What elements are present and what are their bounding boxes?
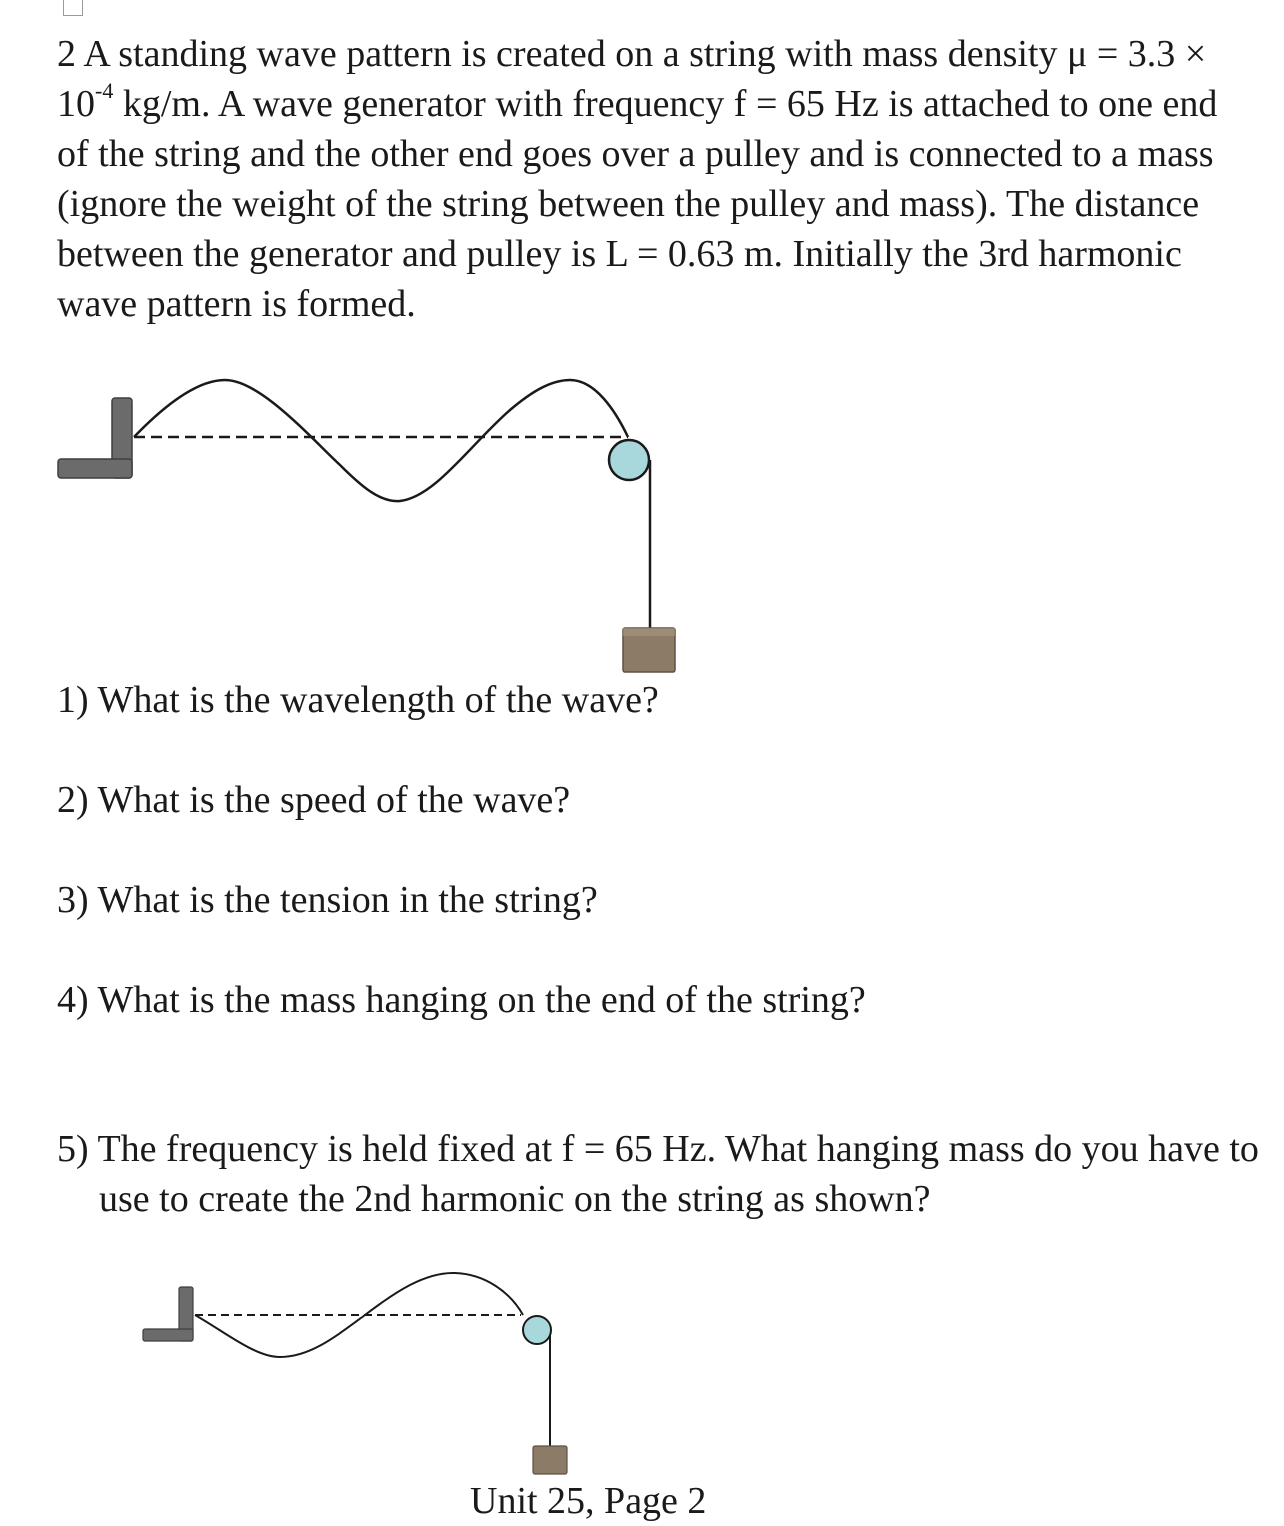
exponent: -4	[95, 78, 114, 104]
problem-text-2: kg/m. A wave generator with frequency f = 65 Hz is attached to one end of the string and the other end goes over a pulley and is connected to a mass (ignore the weight of the string between the pulley and mass). The distance between the generator and pulley is L = 0.63 m. Initially the 3rd harmonic wave pattern is formed.	[57, 83, 1218, 325]
question-5: 5) The frequency is held fixed at f = 65 Hz. What hanging mass do you have to use to create the 2nd harmonic on the string as shown?	[57, 1128, 1259, 1220]
question-1: 1) What is the wavelength of the wave?	[57, 679, 659, 721]
pulley	[609, 440, 649, 480]
problem-number: 2	[57, 33, 76, 75]
question-3: 3) What is the tension in the string?	[57, 879, 598, 921]
question-checkbox[interactable]	[63, 0, 83, 16]
hanging-mass	[533, 1446, 567, 1474]
question-2: 2) What is the speed of the wave?	[57, 779, 571, 821]
generator-base	[58, 459, 132, 478]
standing-wave-3rd	[134, 380, 628, 501]
problem-statement	[57, 29, 1227, 329]
footer-partial-text: Unit 25, Page 2	[470, 1480, 707, 1522]
figure-2nd-harmonic	[135, 1272, 585, 1472]
figure-3rd-harmonic	[50, 385, 690, 685]
generator-base	[143, 1329, 193, 1341]
problem-text-1: A standing wave pattern is created on a string with mass density μ = 3.3 × 10	[57, 33, 1207, 125]
question-4: 4) What is the mass hanging on the end of the string?	[57, 979, 866, 1021]
pulley	[523, 1316, 551, 1344]
